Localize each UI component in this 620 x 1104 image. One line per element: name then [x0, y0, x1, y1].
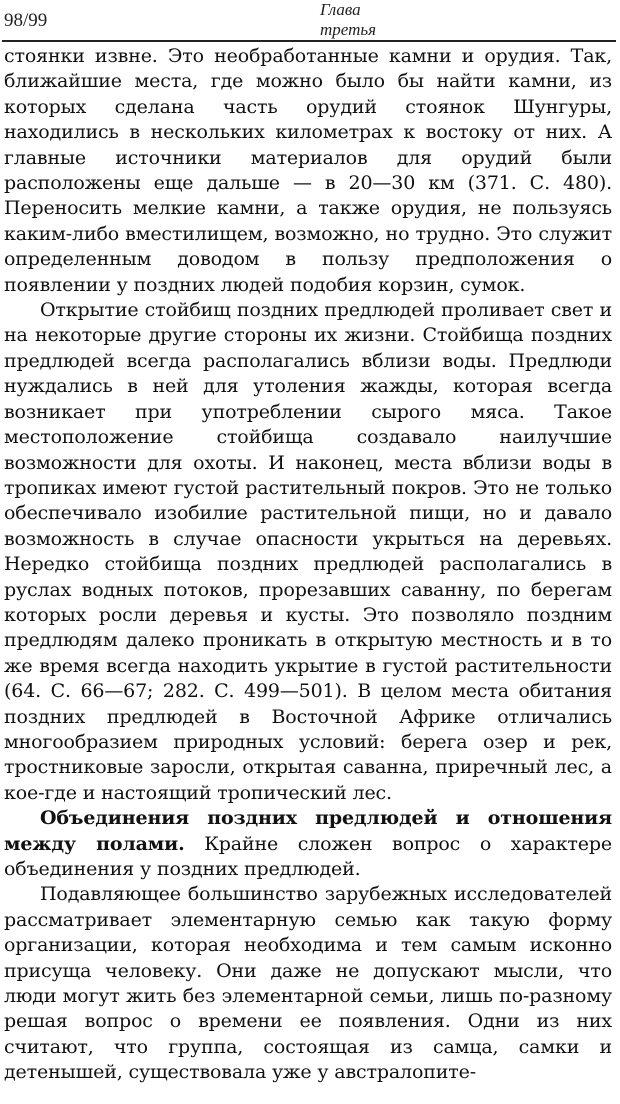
page-numbers: 98/99: [4, 10, 48, 31]
run-in-heading: Объединения поздних предлюдей и отношения между полами.: [4, 807, 612, 855]
paragraph-continued: стоянки извне. Это необработанные камни и орудия. Так, ближайшие места, где можно было бы найти камни, из которых сделана часть орудий стоянок Шунгуры, находились в нескольких километрах к востоку от них. А главные источники материалов для орудий были расположены еще дальше — в 20—30 км (371. С. 480). Переносить мелкие камни, а также орудия, не пользуясь каким-либо вместилищем, возможно, но трудно. Это служит определенным доводом в пользу предположения о появлении у поздних людей подобия корзин, сумок.: [4, 45, 612, 296]
paragraph: Открытие стойбищ поздних предлюдей проливает свет и на некоторые другие стороны их жизни. Стойбища поздних предлюдей всегда располагались вблизи воды. Предлюди нуждались в ней для утоления жажды, которая всегда возникает при употреблении сырого мяса. Такое местоположение стойбища создавало наилучшие возможности для охоты. И наконец, места вблизи воды в тропиках имеют густой растительный покров. Это не только обеспечивало изобилие растительной пищи, но и давало возможность в случае опасности укрыться на деревьях. Нередко стойбища поздних предлюдей располагались в руслах водных потоков, прорезавших саванну, по берегам которых росли деревья и кусты. Это позволяло поздним предлюдям далеко проникать в открытую местность и в то же время всегда находить укрытие в густой растительности (64. С. 66—67; 282. С. 499—501). В целом места обитания поздних предлюдей в Восточной Африке отличались многообразием природных условий: берега озер и рек, тростниковые заросли, открытая саванна, приречный лес, а кое-где и настоящий тропический лес.: [4, 299, 612, 804]
running-header: [0, 0, 620, 40]
chapter-title-line-2: третья: [320, 20, 377, 39]
paragraph: Подавляющее большинство зарубежных исследователей рассматривает элементарную семью как такую форму организации, которая необходима и тем самым исконно присуща человеку. Они даже не допускают мысли, что люди могут жить без элементарной семьи, лишь по-разному решая вопрос о времени ее появления. Одни из них считают, что группа, состоящая из самца, самки и детенышей, существовала уже у австралопите-: [4, 883, 612, 1084]
header-rule: [2, 40, 616, 42]
body-text: [4, 44, 612, 1086]
paragraph-text: Крайне сложен вопрос о характере объединения у поздних предлюдей.: [4, 832, 612, 880]
chapter-title: [320, 0, 376, 40]
paragraph-with-heading: [4, 806, 612, 882]
chapter-title-line-1: Глава: [320, 0, 361, 19]
